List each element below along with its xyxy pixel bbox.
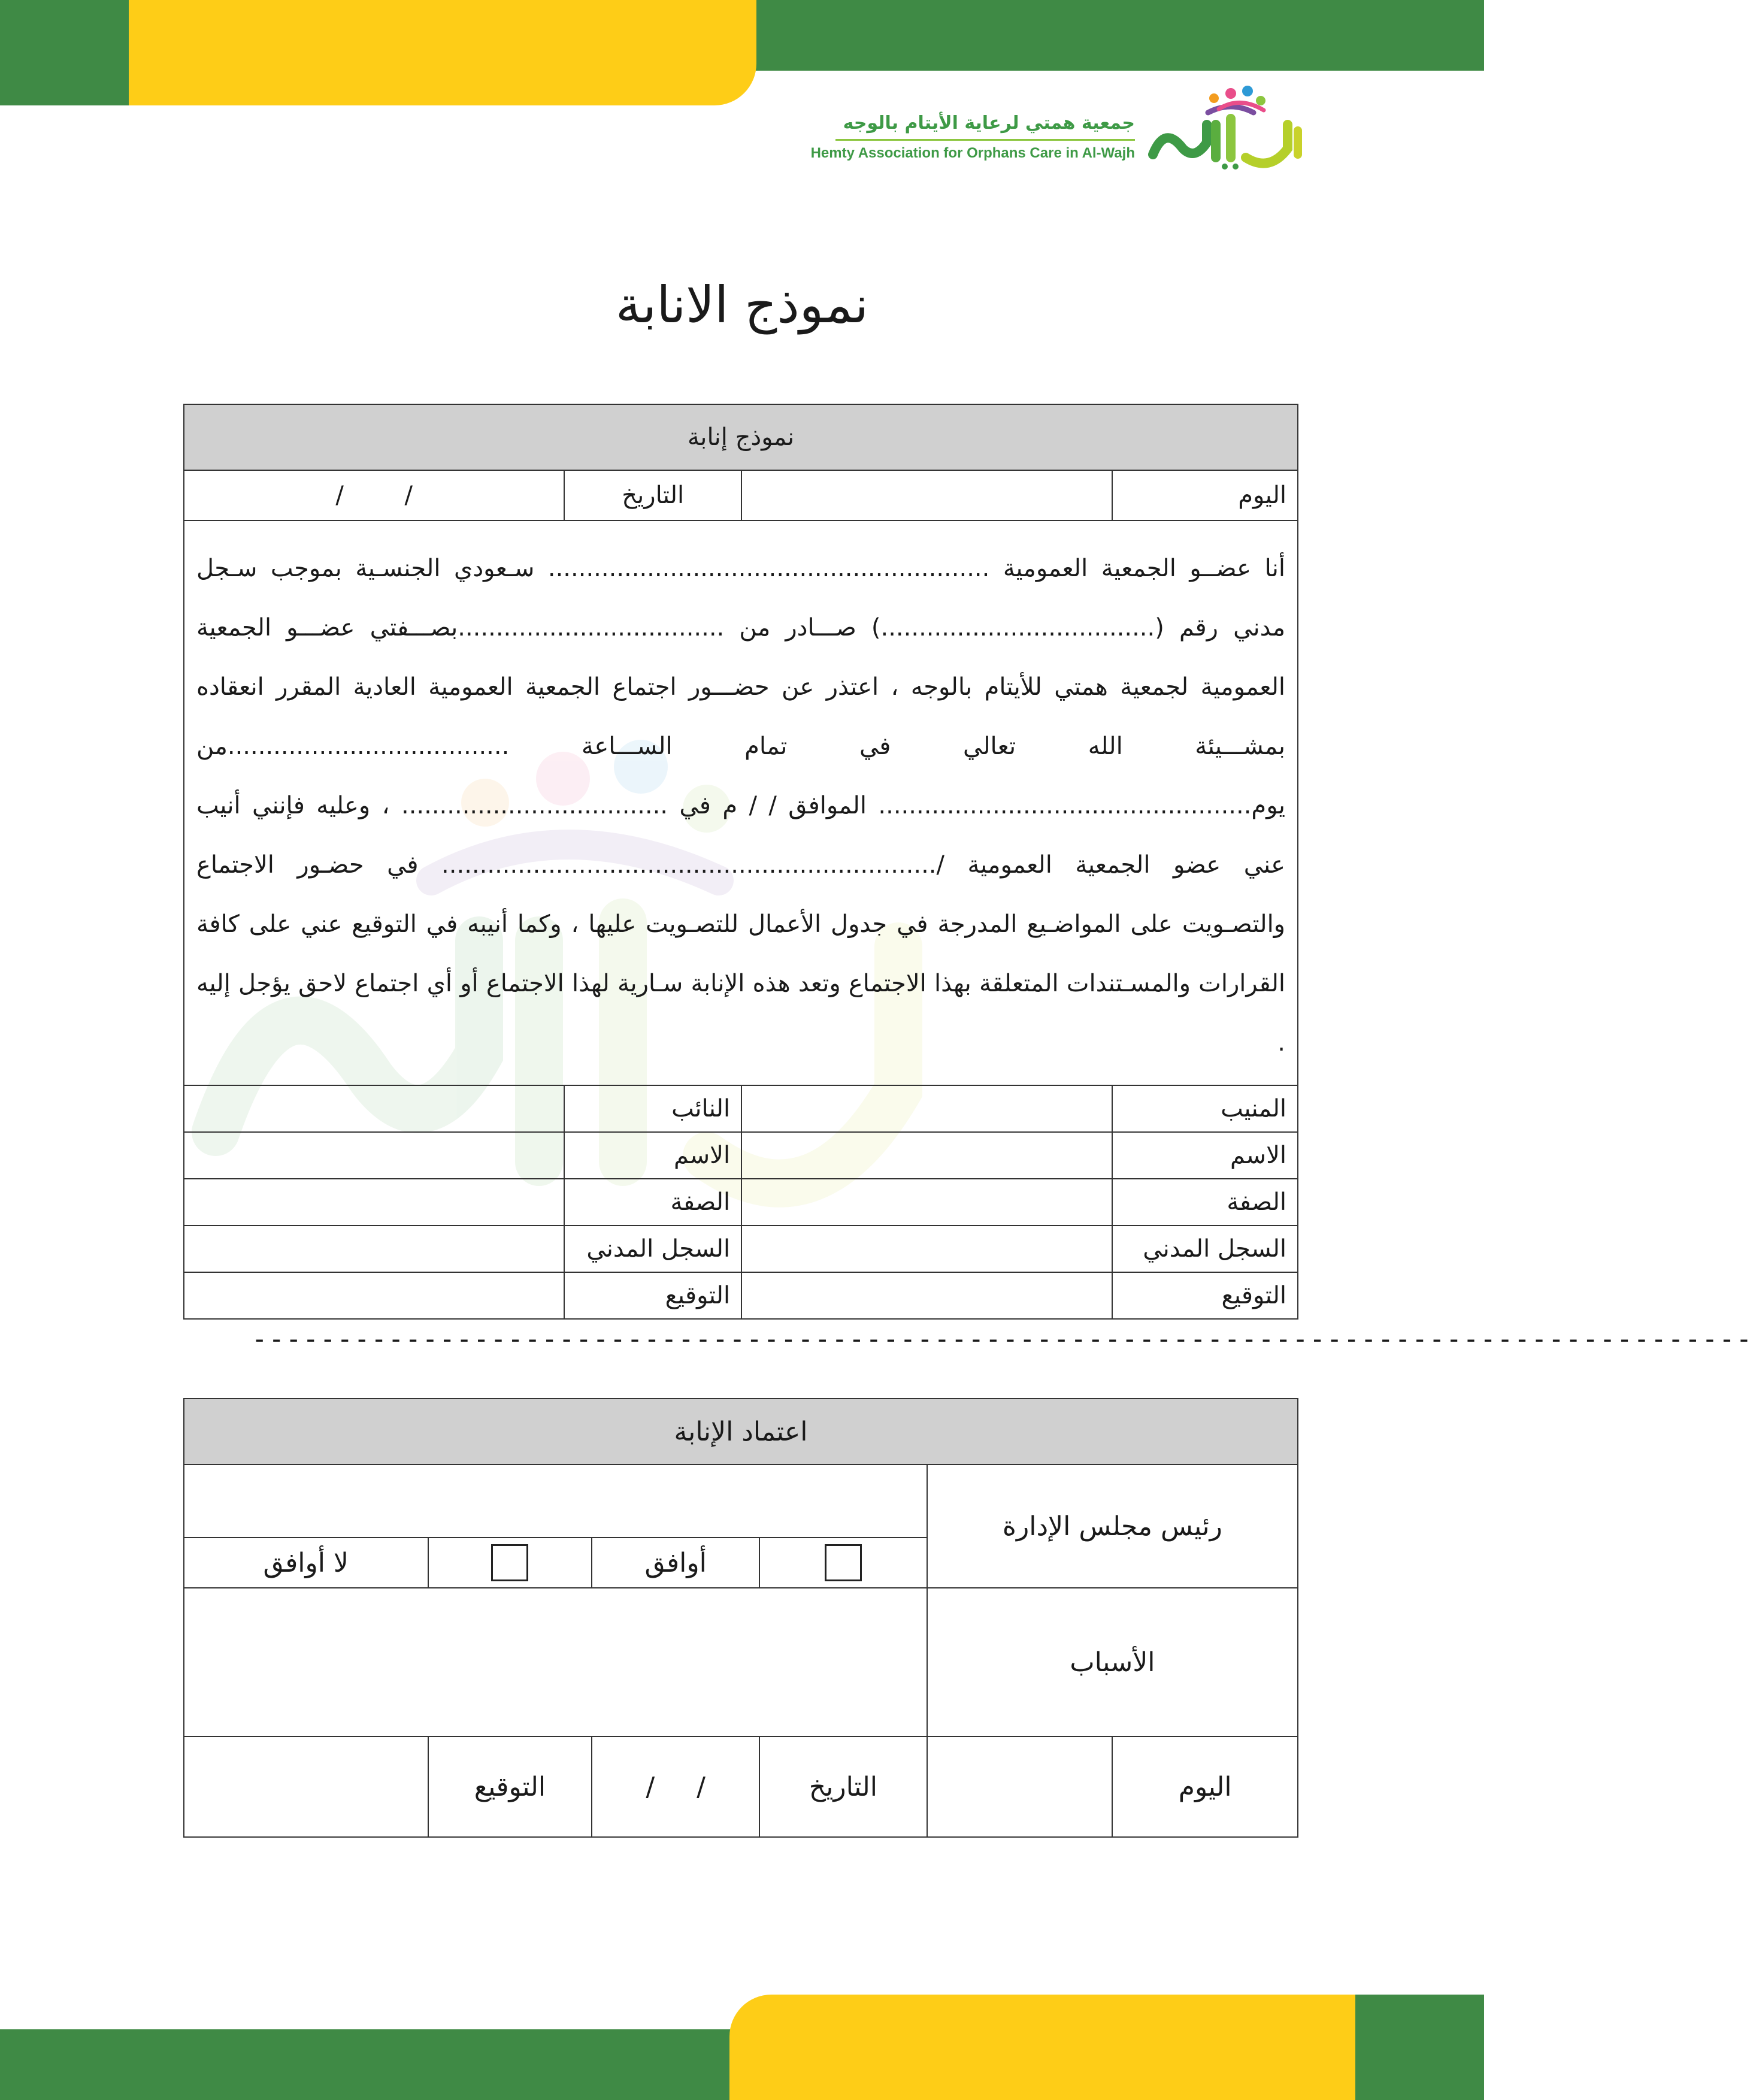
principal-signature-label: التوقيع	[1112, 1272, 1298, 1319]
approval-date-label: التاريخ	[759, 1736, 927, 1837]
approval-form-table	[183, 1398, 1298, 1838]
disagree-label: لا أوافق	[184, 1538, 428, 1588]
approval-signature-field[interactable]	[184, 1736, 428, 1837]
disagree-checkbox-cell[interactable]	[428, 1538, 592, 1588]
logo-underline	[835, 139, 1135, 141]
day-field[interactable]	[741, 470, 1112, 521]
approval-date-field[interactable]	[592, 1736, 759, 1837]
agree-checkbox[interactable]	[825, 1544, 862, 1581]
principal-id-field[interactable]	[741, 1225, 1112, 1272]
proxy-label: النائب	[564, 1085, 741, 1132]
principal-field[interactable]	[741, 1085, 1112, 1132]
reasons-label: الأسباب	[927, 1588, 1298, 1736]
header-yellow-bar	[129, 0, 756, 105]
date-slashes: / /	[335, 482, 413, 509]
association-logo	[810, 83, 1315, 173]
proxy-name-label: الاسم	[564, 1132, 741, 1179]
principal-name-label: الاسم	[1112, 1132, 1298, 1179]
day-label: اليوم	[1112, 470, 1298, 521]
date-label: التاريخ	[564, 470, 741, 521]
footer-green-corner	[1355, 1995, 1484, 2100]
proxy-capacity-label: الصفة	[564, 1179, 741, 1225]
logo-arabic-name: جمعية همتي لرعاية الأيتام بالوجه	[843, 113, 1135, 134]
agree-label: أوافق	[592, 1538, 759, 1588]
proxy-form-table	[183, 404, 1298, 1320]
approval-signature-label: التوقيع	[428, 1736, 592, 1837]
proxy-capacity-field[interactable]	[184, 1179, 564, 1225]
principal-name-field[interactable]	[741, 1132, 1112, 1179]
approval-day-field[interactable]	[927, 1736, 1113, 1837]
proxy-id-field[interactable]	[184, 1225, 564, 1272]
agree-checkbox-cell[interactable]	[759, 1538, 927, 1588]
approval-header: اعتماد الإنابة	[184, 1399, 1298, 1464]
principal-id-label: السجل المدني	[1112, 1225, 1298, 1272]
chairman-label: رئيس مجلس الإدارة	[927, 1464, 1298, 1588]
reasons-field[interactable]	[184, 1588, 927, 1736]
proxy-statement-cell	[184, 521, 1298, 1085]
chairman-name-field[interactable]	[184, 1464, 927, 1538]
proxy-field[interactable]	[184, 1085, 564, 1132]
proxy-name-field[interactable]	[184, 1132, 564, 1179]
date-field[interactable]	[184, 470, 564, 521]
logo-english-name: Hemty Association for Orphans Care in Al-Wajh	[810, 145, 1135, 161]
proxy-signature-label: التوقيع	[564, 1272, 741, 1319]
disagree-checkbox[interactable]	[491, 1544, 528, 1581]
header-green-corner	[0, 0, 129, 105]
proxy-form-header: نموذج إنابة	[184, 404, 1298, 470]
footer-yellow-bar	[729, 1995, 1355, 2100]
proxy-signature-field[interactable]	[184, 1272, 564, 1319]
principal-capacity-field[interactable]	[741, 1179, 1112, 1225]
approval-day-label: اليوم	[1112, 1736, 1298, 1837]
approval-date-slashes: / /	[646, 1771, 706, 1802]
page-title: نموذج الانابة	[615, 276, 869, 334]
principal-signature-field[interactable]	[741, 1272, 1112, 1319]
proxy-statement: أنا عضــو الجمعية العمومية .......................................................... سـعودي الجنسـية بموجب سـجل مدني رقم (....................................) صـــادر من ...................................بصـــفتي عضـــو الجمعية العمومية لجمعية همتي للأيتام بالوجه ، اعتذر عن حضـــور اجتماع الجمعية العمومية العادية المقرر انعقاده بمشـــيئة الله تعالي في تمام الســـاعة .....................................من يوم................................................. الموافق / / م في ................................... ، وعليه فإنني أنيب عني عضو الجمعية العمومية /................................................................. في حضـور الاجتماع والتصـويت على المواضـيع المدرجة في جدول الأعمال للتصـويت عليها ، وكما أنيبه في التوقيع عني على كافة القرارات والمسـتندات المتعلقة بهذا الاجتماع وتعد هذه الإنابة سـارية لهذا الاجتماع أو أي اجتماع لاحق يؤجل إليه .	[196, 555, 1285, 1057]
section-divider: ----------------------------------------------------------------------------------------	[252, 1324, 1753, 1354]
principal-label: المنيب	[1112, 1085, 1298, 1132]
principal-capacity-label: الصفة	[1112, 1179, 1298, 1225]
proxy-id-label: السجل المدني	[564, 1225, 741, 1272]
logo-figures-icon	[1141, 83, 1315, 173]
